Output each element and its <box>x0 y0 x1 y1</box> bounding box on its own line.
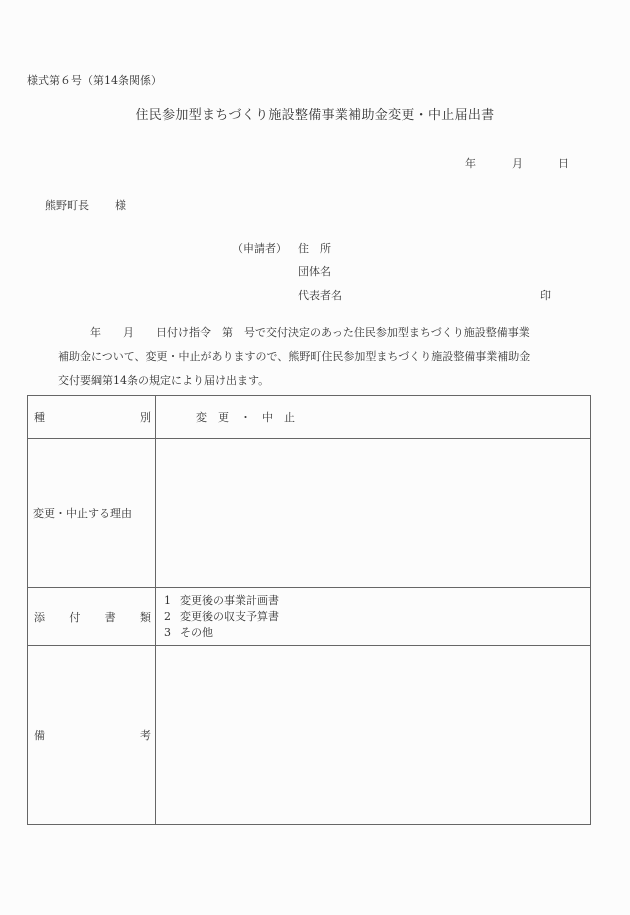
seal-mark: 印 <box>540 289 551 302</box>
attachment-item: 3 その他 <box>164 625 213 639</box>
type-value[interactable]: 変 更 ・ 中 止 <box>156 396 591 439</box>
body-line-2: 補助金について、変更・中止がありますので、熊野町住民参加型まちづくり施設整備事業補助金 <box>58 350 531 363</box>
type-label: 種 別 <box>28 396 156 439</box>
attachment-item: 1 変更後の事業計画書 <box>164 593 279 607</box>
row-attachments <box>28 588 591 646</box>
date-year-label: 年 <box>465 157 476 170</box>
row-reason <box>28 439 591 588</box>
attachment-item: 2 変更後の収支予算書 <box>164 609 279 623</box>
date-month-label: 月 <box>512 157 523 170</box>
body-line-3: 交付要綱第14条の規定により届け出ます。 <box>58 374 270 387</box>
attachments-label: 添 付 書 類 <box>28 588 156 646</box>
remarks-field[interactable] <box>156 646 591 825</box>
applicant-organization-label: 団体名 <box>298 265 331 278</box>
addressee-honorific: 様 <box>115 199 126 212</box>
row-type <box>28 396 591 439</box>
body-line-1: 年 月 日付け指令 第 号で交付決定のあった住民参加型まちづくり施設整備事業 <box>90 326 530 339</box>
applicant-address-label: 住 所 <box>298 242 331 255</box>
document-title: 住民参加型まちづくり施設整備事業補助金変更・中止届出書 <box>135 108 495 123</box>
date-day-label: 日 <box>558 157 569 170</box>
reason-field[interactable] <box>156 439 591 588</box>
reason-label: 変更・中止する理由 <box>28 439 156 588</box>
applicant-label: （申請者） <box>232 242 287 255</box>
report-form-table <box>27 395 591 825</box>
attachments-list <box>156 588 591 646</box>
remarks-label: 備 考 <box>28 646 156 825</box>
addressee-name: 熊野町長 <box>45 199 89 212</box>
row-remarks <box>28 646 591 825</box>
form-number: 様式第６号（第14条関係） <box>27 74 162 87</box>
applicant-representative-label: 代表者名 <box>298 289 342 302</box>
